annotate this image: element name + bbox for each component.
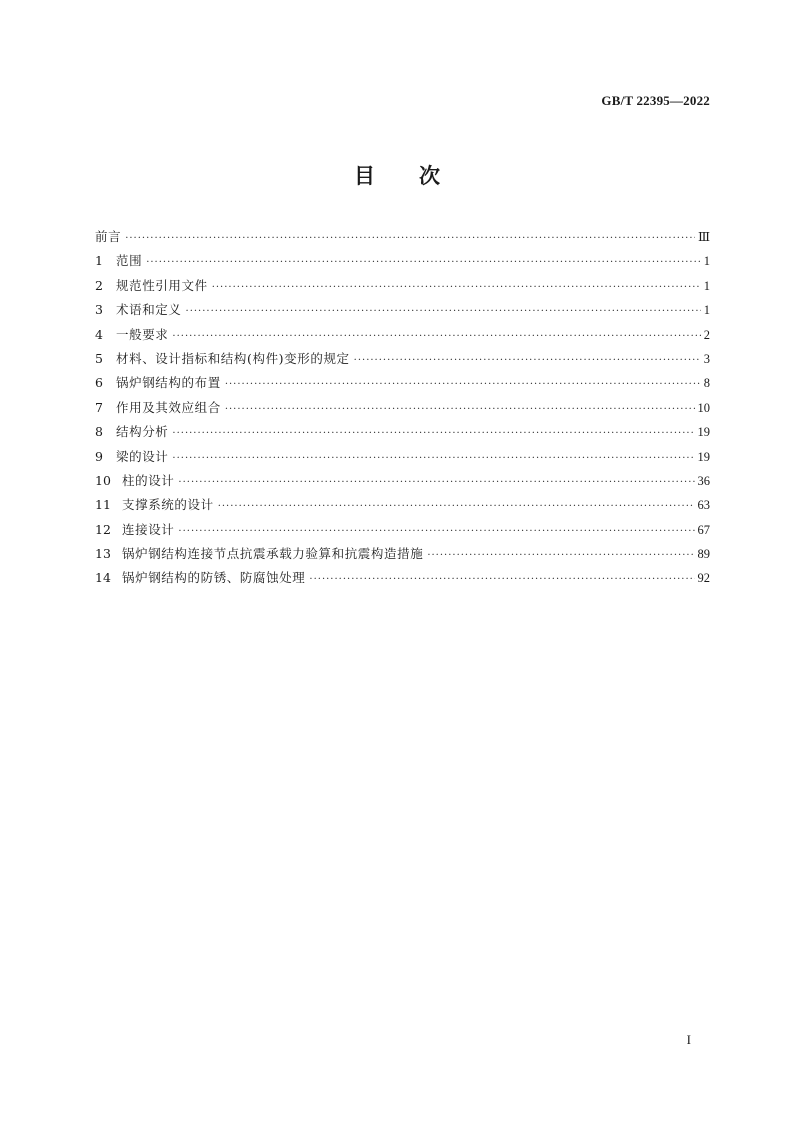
toc-entry-label: 一般要求 xyxy=(116,326,169,342)
toc-leader-dots xyxy=(178,520,694,544)
toc-entry[interactable] xyxy=(95,371,710,395)
toc-entry-label: 材料、设计指标和结构(构件)变形的规定 xyxy=(116,350,350,366)
toc-entry-number: 10 xyxy=(95,472,111,488)
toc-entry-number: 9 xyxy=(95,448,103,464)
toc-leader-dots xyxy=(186,300,701,324)
toc-leader-dots xyxy=(309,568,694,592)
toc-entry-number: 5 xyxy=(95,350,103,366)
toc-entry-label: 支撑系统的设计 xyxy=(122,497,214,513)
toc-leader-dots xyxy=(427,544,694,568)
toc-entry-page: 67 xyxy=(697,522,710,537)
toc-leader-dots xyxy=(218,495,695,519)
toc-entry[interactable] xyxy=(95,566,710,590)
toc-entry-page: 89 xyxy=(697,547,710,562)
toc-entry-label: 范围 xyxy=(116,253,143,269)
toc-entry-page: 3 xyxy=(703,351,710,366)
toc-entry-number: 7 xyxy=(95,399,103,415)
toc-leader-dots xyxy=(212,276,701,300)
toc-entry-number: 4 xyxy=(95,326,103,342)
toc-entry-number: 12 xyxy=(95,521,111,537)
toc-leader-dots xyxy=(172,447,694,471)
toc-entry-label: 术语和定义 xyxy=(116,302,182,318)
toc-entry-label: 锅炉钢结构连接节点抗震承载力验算和抗震构造措施 xyxy=(122,546,424,562)
toc-entry-number: 6 xyxy=(95,375,103,391)
toc-entry[interactable] xyxy=(95,542,710,566)
toc-entry-number: 1 xyxy=(95,253,103,269)
toc-entry-page: 2 xyxy=(703,327,710,342)
page-title: 目次 xyxy=(354,164,484,188)
toc-entry-label: 前言 xyxy=(95,229,122,244)
toc-entry-number: 3 xyxy=(95,302,103,318)
toc-entry-number: 2 xyxy=(95,277,103,293)
toc-leader-dots xyxy=(354,349,701,373)
toc-entry[interactable] xyxy=(95,445,710,469)
toc-entry-label: 锅炉钢结构的防锈、防腐蚀处理 xyxy=(122,570,306,586)
toc-entry-page: 92 xyxy=(697,571,710,586)
toc-leader-dots xyxy=(172,422,694,446)
toc-leader-dots xyxy=(225,373,701,397)
toc-entry[interactable] xyxy=(95,518,710,542)
toc-entry[interactable] xyxy=(95,298,710,322)
toc-entry-page: 8 xyxy=(703,376,710,391)
toc-entry[interactable] xyxy=(95,225,710,249)
toc-entry-number: 14 xyxy=(95,570,111,586)
toc-entry[interactable] xyxy=(95,493,710,517)
toc-entry-page: Ⅲ xyxy=(697,230,710,244)
toc-entry-label: 规范性引用文件 xyxy=(116,277,208,293)
toc-entry-page: 1 xyxy=(703,278,710,293)
toc-entry-page: 10 xyxy=(697,400,710,415)
toc-entry[interactable] xyxy=(95,249,710,273)
toc-entry-page: 19 xyxy=(697,449,710,464)
table-of-contents xyxy=(95,225,710,591)
toc-entry-page: 1 xyxy=(703,303,710,318)
toc-leader-dots xyxy=(146,251,701,275)
toc-entry-label: 柱的设计 xyxy=(122,472,175,488)
toc-leader-dots xyxy=(125,227,695,251)
toc-entry-label: 结构分析 xyxy=(116,424,169,440)
toc-entry[interactable] xyxy=(95,420,710,444)
toc-leader-dots xyxy=(172,325,700,349)
toc-leader-dots xyxy=(225,398,695,422)
page-number: I xyxy=(686,1032,691,1047)
toc-entry-label: 连接设计 xyxy=(122,521,175,537)
toc-entry[interactable] xyxy=(95,347,710,371)
toc-entry-number: 11 xyxy=(95,497,111,513)
toc-entry-page: 19 xyxy=(697,425,710,440)
toc-entry[interactable] xyxy=(95,469,710,493)
toc-leader-dots xyxy=(178,471,694,495)
toc-entry-page: 1 xyxy=(703,254,710,269)
toc-entry[interactable] xyxy=(95,323,710,347)
toc-entry-label: 锅炉钢结构的布置 xyxy=(116,375,221,391)
toc-entry[interactable] xyxy=(95,396,710,420)
toc-entry-label: 梁的设计 xyxy=(116,448,169,464)
toc-entry-page: 36 xyxy=(697,473,710,488)
toc-entry-number: 13 xyxy=(95,546,111,562)
toc-entry[interactable] xyxy=(95,274,710,298)
toc-entry-number: 8 xyxy=(95,424,103,440)
standard-code: GB/T 22395—2022 xyxy=(601,93,710,108)
toc-entry-label: 作用及其效应组合 xyxy=(116,399,221,415)
toc-entry-page: 63 xyxy=(697,498,710,513)
